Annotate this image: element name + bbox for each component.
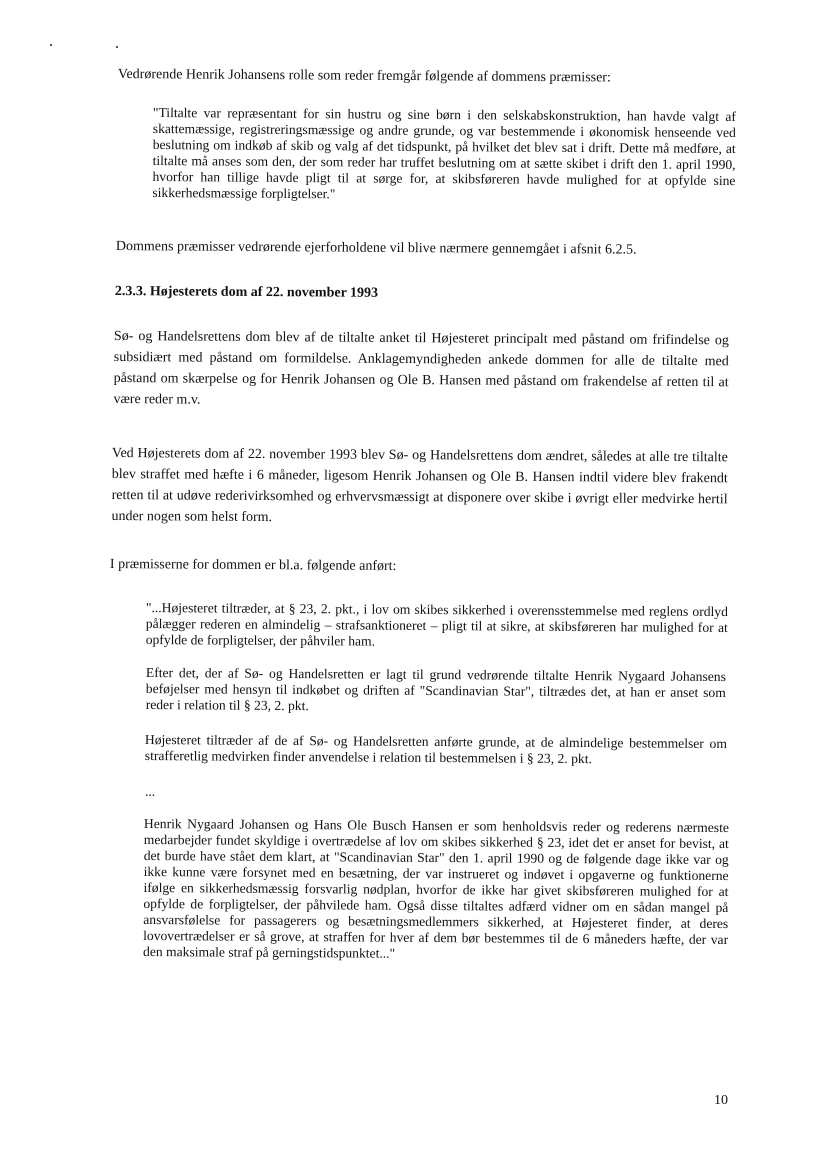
premisses-intro-paragraph: I præmisserne for dommen er bl.a. følgende anført: bbox=[109, 556, 397, 574]
appeal-paragraph: Sø- og Handelsrettens dom blev af de tiltalte anket til Højesteret principalt med påstand om frifindelse og subsidiært med påstand om formildelse. Anklagemyndigheden ankede dommen for alle de tiltalte med påstand om skærpelse og for Henrik Johansen og Ole B. Hansen med påstand om frakendelse af retten til at være reder m.v. bbox=[113, 328, 729, 408]
section-heading: 2.3.3. Højesterets dom af 22. november 1993 bbox=[114, 284, 379, 301]
block-quote-complicity: Højesteret tiltræder af de af Sø- og Handelsretten anførte grunde, at de almindelige bestemmelser om strafferetlig medvirken finder anvendelse i relation til bestemmelsen i § 23, 2. pkt. bbox=[144, 732, 727, 767]
supreme-court-judgment-paragraph: Ved Højesterets dom af 22. november 1993 blev Sø- og Handelsrettens dom ændret, således at alle tre tiltalte blev straffet med hæfte i 6 måneder, ligesom Henrik Johansen og Ole B. Hansen indtil videre blev frakendt retten til at udøve rederivirksomhed og erhvervsmæssigt at disponere over skibe i øvrigt eller medvirke hertil under nogen som helst form. bbox=[111, 445, 728, 526]
block-quote-section-23: "...Højesteret tiltræder, at § 23, 2. pkt., i lov om skibes sikkerhed i overensstemmelse med reglens ordlyd pålægger rederen en almindelig – strafsanktioneret – pligt til at sikre, at skibsføreren har mulighed for at opfylde de forpligtelser, der påhviler ham. bbox=[145, 600, 728, 649]
ellipsis: ... bbox=[145, 784, 156, 799]
block-quote-owner: Efter det, der af Sø- og Handelsretten er lagt til grund vedrørende tiltalte Henrik Nygaard Johansens beføjelser med hensyn til indkøbet og driften af "Scandinavian Star", tiltrædes det, at han er anset som reder i relation til § 23, 2. pkt. bbox=[145, 665, 726, 714]
scan-speck bbox=[116, 46, 118, 48]
premisses-paragraph: Dommens præmisser vedrørende ejerforholdene vil blive nærmere gennemgået i afsnit 6.2.5. bbox=[115, 238, 637, 258]
intro-paragraph: Vedrørende Henrik Johansens rolle som reder fremgår følgende af dommens præmisser: bbox=[117, 66, 611, 86]
block-quote-verdict: Henrik Nygaard Johansen og Hans Ole Busch Hansen er som henholdsvis reder og rederens nærmeste medarbejder fundet skyldige i overtrædelse af lov om skibes sikkerhed § 23, idet det er anset for bevist, at det burde have stået dem klart, at "Scandinavian Star" den 1. april 1990 og de følgende dage ikke var og ikke kunne være forsynet med en besætning, der var instrueret og indøvet i opgaverne og funktionerne ifølge en sikkerhedsmæssig forsvarlig nødplan, hvorfor de ikke har givet skibsføreren mulighed for at opfylde de forpligtelser, der påhvilede ham. Også disse tiltaltes adfærd vidner om en sådan mangel på ansvarsfølelse for passagerers og besætningsmedlemmers sikkerhed, at Højesteret finder, at deres lovovertrædelser er så grove, at straffen for hver af dem bør bestemmes til de 6 måneders hæfte, der var den maksimale straf på gerningstidspunktet..." bbox=[143, 816, 729, 961]
page-number: 10 bbox=[714, 1093, 728, 1108]
block-quote-defendant-role: "Tiltalte var repræsentant for sin hustru og sine børn i den selskabskonstruktion, han havde valgt af skattemæssige, registreringsmæssige og andre grunde, og var bestemmende i økonomisk henseende ved beslutning om indkøb af skib og valg af det tidspunkt, på hvilket det blev sat i drift. Dette må medføre, at tiltalte må anses som den, der som reder har truffet beslutning om at sætte skibet i drift den 1. april 1990, hvorfor han tillige havde pligt til at sørge for, at skibsføreren havde mulighed for at opfylde sine sikkerhedsmæssige forpligtelser." bbox=[152, 105, 736, 202]
scan-speck bbox=[50, 44, 52, 46]
